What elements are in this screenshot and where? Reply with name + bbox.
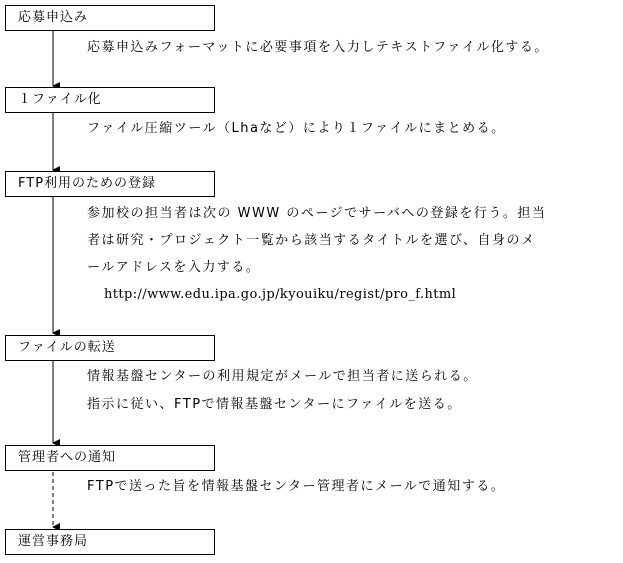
step-box-application (5, 5, 215, 31)
step-box-file-transfer (5, 335, 215, 361)
step-box-admin-notification (5, 445, 215, 471)
step-title-file-transfer: ファイルの転送 (18, 340, 116, 355)
step-box-single-file (5, 87, 215, 113)
step-desc-ftp-registration-line-1: 参加校の担当者は次の WWW のページでサーバへの登録を行う。担当 (87, 206, 547, 221)
step-title-admin-notification: 管理者への通知 (18, 450, 117, 465)
step-desc-application: 応募申込みフォーマットに必要事項を入力しテキストファイル化する。 (87, 40, 549, 55)
step-title-secretariat: 運営事務局 (18, 534, 89, 549)
step-desc-ftp-registration-line-2: 者は研究・プロジェクト一覧から該当するタイトルを選び、自身のメ (87, 233, 536, 248)
step-box-ftp-registration (5, 171, 215, 197)
step-desc-ftp-registration-line-3: ールアドレスを入力する。 (87, 260, 261, 275)
step-desc-file-transfer-line-2: 指示に従い、FTPで情報基盤センターにファイルを送る。 (87, 397, 462, 412)
step-box-secretariat (5, 529, 215, 555)
step-title-single-file: １ファイル化 (18, 92, 102, 107)
registration-url: http://www.edu.ipa.go.jp/kyouiku/regist/pro_f.html (104, 287, 457, 302)
step-desc-file-transfer-line-1: 情報基盤センターの利用規定がメールで担当者に送られる。 (87, 369, 478, 384)
step-desc-admin-notification: FTPで送った旨を情報基盤センター管理者にメールで通知する。 (87, 479, 506, 494)
step-title-ftp-registration: FTP利用のための登録 (18, 176, 157, 191)
step-desc-single-file: ファイル圧縮ツール（Lhaなど）により１ファイルにまとめる。 (87, 121, 506, 136)
step-title-application: 応募申込み (18, 10, 89, 25)
